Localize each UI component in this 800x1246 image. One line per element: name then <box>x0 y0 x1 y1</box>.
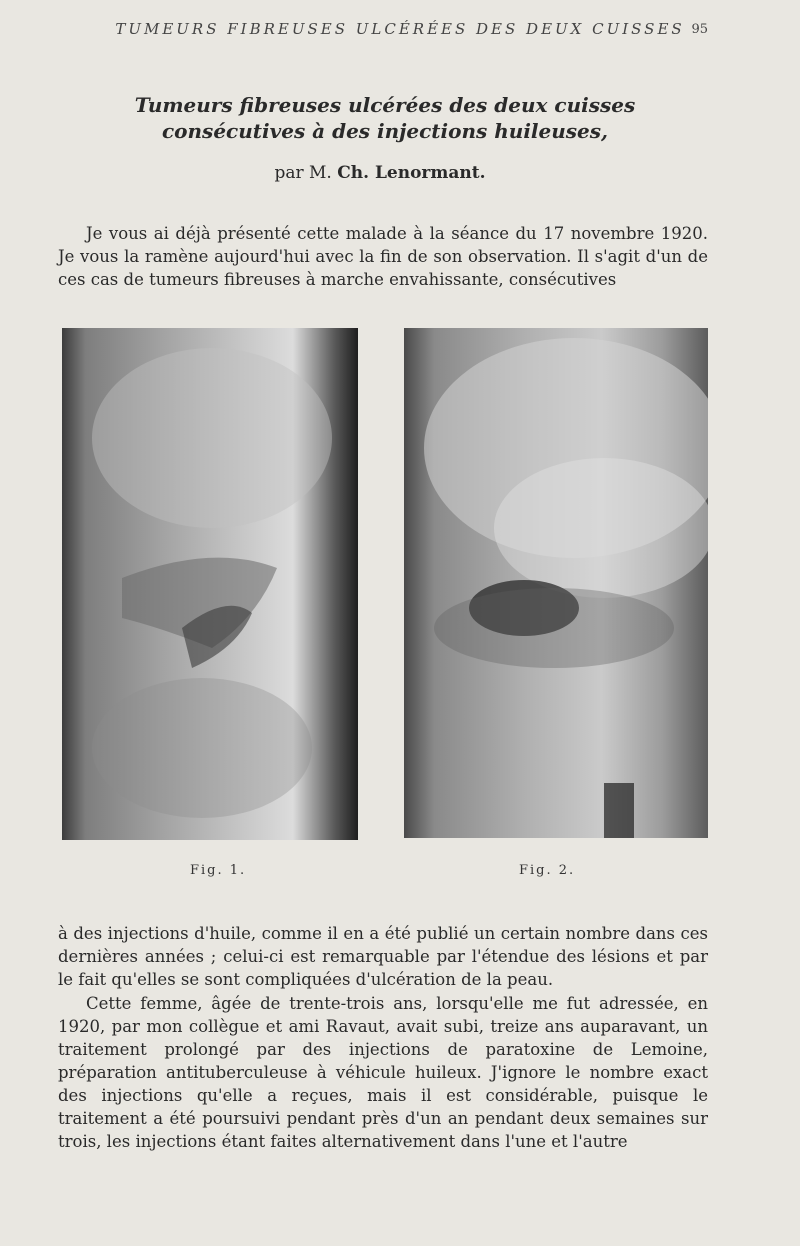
paragraph-2: à des injections d'huile, comme il en a été publié un certain nombre dans ces dernières années ; celui-ci est remarquable par l'étendue des lésions et par le fait qu'elles se sont compliquées d'ulcération de la peau. <box>58 924 708 989</box>
paragraph-3: Cette femme, âgée de trente-trois ans, lorsqu'elle me fut adressée, en 1920, par mon collègue et ami Ravaut, avait subi, treize ans auparavant, un traitement prolongé par des injections de paratoxine de Lemoine, préparation antituberculeuse à véhicule huileux. J'ignore le nombre exact des injections qu'elle a reçues, mais il est considérable, puisque le traitement a été poursuivi pendant près d'un an pendant deux semaines sur trois, les injections étant faites alternativement dans l'une et l'autre <box>58 994 708 1151</box>
article-author <box>0 163 760 183</box>
figure-2-caption: Fig. 2. <box>519 863 576 878</box>
author-prefix: par M. <box>274 163 332 183</box>
running-head: TUMEURS FIBREUSES ULCÉRÉES DES DEUX CUISSES <box>115 20 685 38</box>
article-title <box>0 92 770 144</box>
figure-1-caption: Fig. 1. <box>190 863 247 878</box>
figure-1-photo <box>62 328 358 840</box>
title-line-2: consécutives à des injections huileuses, <box>162 119 608 143</box>
title-line-1: Tumeurs fibreuses ulcérées des deux cuisses <box>134 93 636 117</box>
figure-1-shading <box>62 328 358 840</box>
figure-2-photo <box>404 328 708 838</box>
figure-2-shading <box>404 328 708 838</box>
page-number: 95 <box>691 22 708 37</box>
author-name: Ch. Lenormant. <box>337 163 486 183</box>
paragraph-1: Je vous ai déjà présenté cette malade à la séance du 17 novembre 1920. Je vous la ramène aujourd'hui avec la fin de son observation. Il s'agit d'un de ces cas de tumeurs fibreuses à marche envahissante, consécutives <box>58 224 708 289</box>
